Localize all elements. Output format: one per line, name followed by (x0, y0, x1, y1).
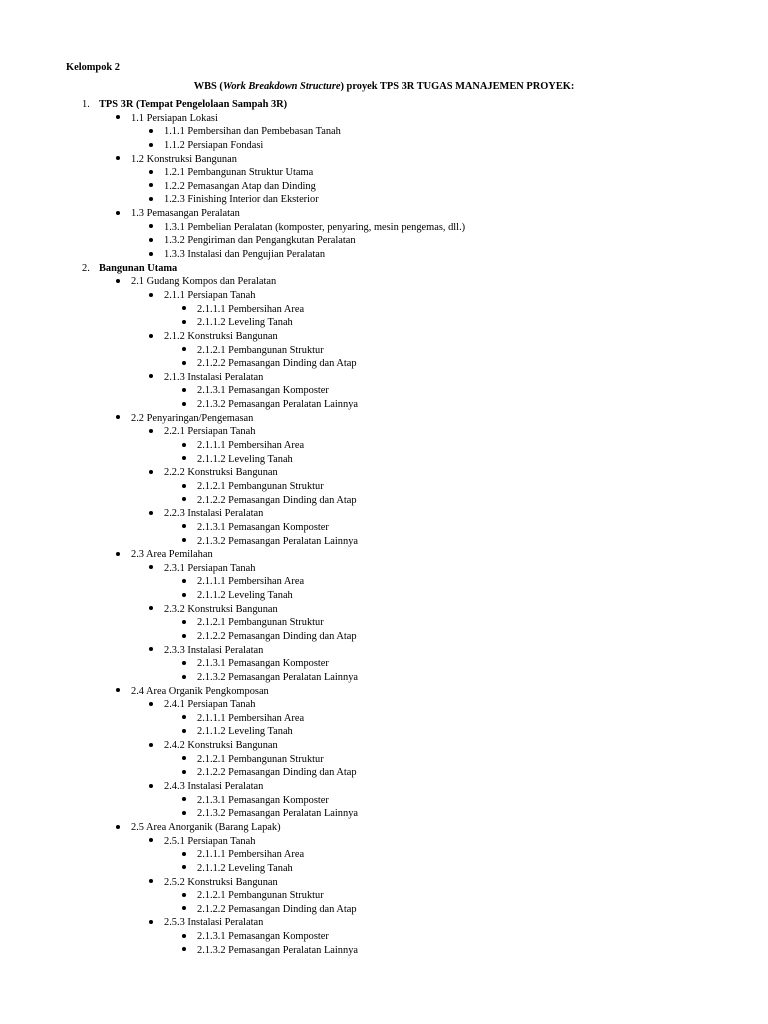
wbs-item-level-3 (0, 494, 768, 508)
wbs-item-level-2 (0, 780, 768, 794)
item-label: 2.1.1.2 Leveling Tanah (197, 590, 293, 602)
bullet-dot-icon (182, 906, 186, 910)
item-label: 1.2 Konstruksi Bangunan (131, 153, 237, 165)
item-label: 2.1.3.1 Pemasangan Komposter (197, 794, 329, 806)
bullet-icon (182, 630, 186, 644)
bullet-icon (182, 303, 186, 317)
bullet-icon (182, 616, 186, 630)
wbs-item-level-2 (0, 125, 768, 139)
wbs-item-level-2 (0, 330, 768, 344)
bullet-dot-icon (116, 688, 120, 692)
bullet-dot-icon (182, 811, 186, 815)
bullet-dot-icon (182, 852, 186, 856)
bullet-icon (149, 125, 153, 139)
bullet-icon (182, 535, 186, 549)
wbs-item-level-2 (0, 739, 768, 753)
bullet-dot-icon (182, 634, 186, 638)
bullet-dot-icon (149, 647, 153, 651)
item-label: TPS 3R (Tempat Pengelolaan Sampah 3R) (99, 99, 288, 110)
wbs-item-level-3 (0, 398, 768, 412)
item-label: 1.2.1 Pembangunan Struktur Utama (164, 167, 314, 179)
wbs-item-level-3 (0, 766, 768, 780)
bullet-dot-icon (149, 334, 153, 338)
item-label: 2.4.1 Persiapan Tanah (164, 699, 256, 711)
bullet-icon (182, 575, 186, 589)
item-label: 2.1.3.1 Pemasangan Komposter (197, 385, 329, 397)
item-label: 2.1.3.2 Pemasangan Peralatan Lainnya (197, 808, 359, 820)
wbs-item-level-2 (0, 425, 768, 439)
bullet-dot-icon (182, 538, 186, 542)
bullet-icon (182, 848, 186, 862)
bullet-icon (149, 139, 153, 153)
bullet-dot-icon (182, 361, 186, 365)
wbs-item-level-3 (0, 753, 768, 767)
item-label: 2.1.3.1 Pemasangan Komposter (197, 931, 329, 943)
section-heading (0, 98, 768, 112)
wbs-item-level-3 (0, 671, 768, 685)
wbs-item-level-2 (0, 603, 768, 617)
bullet-icon (182, 712, 186, 726)
bullet-dot-icon (182, 320, 186, 324)
bullet-dot-icon (182, 402, 186, 406)
item-label: 2.3 Area Pemilahan (131, 549, 213, 561)
item-label: 2.5.1 Persiapan Tanah (164, 835, 256, 847)
bullet-dot-icon (149, 238, 153, 242)
item-label: 2.1.2.2 Pemasangan Dinding dan Atap (197, 358, 357, 370)
bullet-dot-icon (149, 252, 153, 256)
item-label: 2.2 Penyaringan/Pengemasan (131, 412, 254, 424)
bullet-icon (149, 234, 153, 248)
bullet-icon (182, 862, 186, 876)
item-label: 1.2.3 Finishing Interior dan Eksterior (164, 194, 319, 206)
bullet-icon (182, 439, 186, 453)
bullet-dot-icon (182, 661, 186, 665)
bullet-dot-icon (116, 552, 120, 556)
wbs-item-level-2 (0, 180, 768, 194)
bullet-dot-icon (149, 470, 153, 474)
item-label: 2.1.2 Konstruksi Bangunan (164, 330, 278, 342)
wbs-item-level-3 (0, 862, 768, 876)
wbs-item-level-1 (0, 685, 768, 699)
bullet-dot-icon (182, 306, 186, 310)
bullet-dot-icon (149, 702, 153, 706)
section-number: 2. (82, 262, 90, 274)
bullet-icon (182, 766, 186, 780)
item-label: 1.1.1 Pembersihan dan Pembebasan Tanah (164, 126, 341, 138)
bullet-dot-icon (182, 797, 186, 801)
bullet-icon (182, 398, 186, 412)
bullet-icon (182, 725, 186, 739)
wbs-item-level-2 (0, 466, 768, 480)
bullet-icon (116, 207, 120, 221)
wbs-item-level-3 (0, 316, 768, 330)
bullet-icon (182, 480, 186, 494)
bullet-icon (116, 153, 120, 167)
wbs-item-level-3 (0, 521, 768, 535)
bullet-dot-icon (149, 920, 153, 924)
bullet-icon (182, 316, 186, 330)
item-label: 2.1.2.2 Pemasangan Dinding dan Atap (197, 630, 357, 642)
bullet-icon (149, 916, 153, 930)
item-label: 2.2.2 Konstruksi Bangunan (164, 467, 278, 479)
bullet-dot-icon (149, 224, 153, 228)
bullet-icon (182, 889, 186, 903)
bullet-dot-icon (182, 729, 186, 733)
bullet-icon (182, 671, 186, 685)
item-label: 1.2.2 Pemasangan Atap dan Dinding (164, 180, 316, 192)
bullet-icon (182, 494, 186, 508)
bullet-icon (116, 821, 120, 835)
item-label: 2.1.1.2 Leveling Tanah (197, 862, 293, 874)
item-label: 2.5 Area Anorganik (Barang Lapak) (131, 821, 281, 833)
bullet-dot-icon (182, 579, 186, 583)
bullet-dot-icon (116, 115, 120, 119)
item-label: 2.1.3.2 Pemasangan Peralatan Lainnya (197, 535, 359, 547)
wbs-item-level-2 (0, 193, 768, 207)
wbs-item-level-2 (0, 139, 768, 153)
wbs-item-level-2 (0, 371, 768, 385)
wbs-item-level-3 (0, 848, 768, 862)
item-label: 2.1.2.1 Pembangunan Struktur (197, 890, 324, 902)
wbs-item-level-2 (0, 234, 768, 248)
wbs-item-level-3 (0, 575, 768, 589)
bullet-dot-icon (182, 443, 186, 447)
bullet-icon (149, 180, 153, 194)
group-label: Kelompok 2 (66, 62, 120, 73)
bullet-dot-icon (149, 784, 153, 788)
wbs-item-level-3 (0, 794, 768, 808)
bullet-icon (116, 275, 120, 289)
bullet-dot-icon (182, 947, 186, 951)
bullet-dot-icon (149, 511, 153, 515)
section-number: 1. (82, 99, 90, 110)
wbs-item-level-2 (0, 698, 768, 712)
wbs-item-level-2 (0, 507, 768, 521)
item-label: 2.1.1.2 Leveling Tanah (197, 726, 293, 738)
item-label: 2.1.2.2 Pemasangan Dinding dan Atap (197, 903, 357, 915)
bullet-icon (149, 466, 153, 480)
bullet-dot-icon (182, 675, 186, 679)
bullet-icon (149, 507, 153, 521)
bullet-dot-icon (182, 593, 186, 597)
bullet-icon (149, 371, 153, 385)
wbs-item-level-3 (0, 616, 768, 630)
item-label: 2.1.2.1 Pembangunan Struktur (197, 753, 324, 765)
wbs-item-level-2 (0, 289, 768, 303)
bullet-icon (149, 780, 153, 794)
wbs-item-level-3 (0, 384, 768, 398)
wbs-item-level-1 (0, 548, 768, 562)
bullet-dot-icon (182, 388, 186, 392)
bullet-icon (116, 412, 120, 426)
bullet-icon (149, 562, 153, 576)
wbs-item-level-3 (0, 944, 768, 958)
item-label: 2.3.3 Instalasi Peralatan (164, 644, 264, 656)
bullet-icon (149, 698, 153, 712)
wbs-item-level-2 (0, 166, 768, 180)
item-label: 2.1 Gudang Kompos dan Peralatan (131, 276, 277, 288)
bullet-icon (149, 248, 153, 262)
bullet-dot-icon (182, 934, 186, 938)
bullet-icon (182, 807, 186, 821)
bullet-icon (182, 903, 186, 917)
section-heading (0, 262, 768, 276)
bullet-icon (149, 876, 153, 890)
item-label: Bangunan Utama (99, 262, 178, 274)
wbs-item-level-2 (0, 644, 768, 658)
wbs-item-level-3 (0, 344, 768, 358)
bullet-icon (149, 425, 153, 439)
bullet-icon (149, 835, 153, 849)
bullet-dot-icon (149, 879, 153, 883)
bullet-dot-icon (182, 715, 186, 719)
item-label: 2.3.1 Persiapan Tanah (164, 562, 256, 574)
item-label: 2.1.3.1 Pemasangan Komposter (197, 521, 329, 533)
item-label: 1.3.3 Instalasi dan Pengujian Peralatan (164, 249, 326, 261)
bullet-dot-icon (149, 838, 153, 842)
item-label: 2.1.3.2 Pemasangan Peralatan Lainnya (197, 671, 359, 683)
bullet-icon (182, 344, 186, 358)
document-title (0, 81, 768, 92)
wbs-item-level-2 (0, 876, 768, 890)
item-label: 2.1.1.1 Pembersihan Area (197, 440, 305, 452)
item-label: 2.1.2.2 Pemasangan Dinding dan Atap (197, 767, 357, 779)
wbs-item-level-3 (0, 725, 768, 739)
wbs-item-level-1 (0, 153, 768, 167)
item-label: 2.1.1.2 Leveling Tanah (197, 453, 293, 465)
wbs-item-level-3 (0, 930, 768, 944)
item-label: 2.5.3 Instalasi Peralatan (164, 917, 264, 929)
item-label: 2.2.3 Instalasi Peralatan (164, 508, 264, 520)
item-label: 2.1.1 Persiapan Tanah (164, 289, 256, 301)
bullet-icon (182, 657, 186, 671)
bullet-dot-icon (116, 279, 120, 283)
wbs-item-level-3 (0, 535, 768, 549)
bullet-icon (116, 112, 120, 126)
bullet-icon (182, 453, 186, 467)
item-label: 2.1.3.2 Pemasangan Peralatan Lainnya (197, 399, 359, 411)
item-label: 2.1.2.1 Pembangunan Struktur (197, 344, 324, 356)
bullet-dot-icon (182, 770, 186, 774)
bullet-icon (182, 384, 186, 398)
bullet-icon (116, 548, 120, 562)
bullet-icon (149, 166, 153, 180)
bullet-icon (182, 521, 186, 535)
wbs-item-level-1 (0, 275, 768, 289)
item-label: 2.1.3.1 Pemasangan Komposter (197, 658, 329, 670)
item-label: 2.1.3 Instalasi Peralatan (164, 371, 264, 383)
bullet-dot-icon (182, 484, 186, 488)
bullet-dot-icon (182, 893, 186, 897)
bullet-icon (182, 357, 186, 371)
bullet-dot-icon (182, 865, 186, 869)
title-prefix: WBS ( (193, 81, 223, 92)
wbs-item-level-3 (0, 630, 768, 644)
item-label: 2.2.1 Persiapan Tanah (164, 426, 256, 438)
wbs-item-level-2 (0, 221, 768, 235)
wbs-item-level-3 (0, 807, 768, 821)
bullet-dot-icon (182, 620, 186, 624)
wbs-item-level-1 (0, 207, 768, 221)
title-italic: Work Breakdown Structure (222, 81, 341, 92)
bullet-dot-icon (182, 524, 186, 528)
bullet-dot-icon (182, 347, 186, 351)
item-label: 2.1.2.1 Pembangunan Struktur (197, 617, 324, 629)
bullet-dot-icon (116, 825, 120, 829)
item-label: 2.1.1.1 Pembersihan Area (197, 576, 305, 588)
bullet-icon (149, 330, 153, 344)
wbs-item-level-3 (0, 303, 768, 317)
bullet-dot-icon (116, 156, 120, 160)
bullet-dot-icon (116, 415, 120, 419)
wbs-item-level-2 (0, 916, 768, 930)
wbs-item-level-3 (0, 903, 768, 917)
wbs-item-level-1 (0, 821, 768, 835)
item-label: 2.4.2 Konstruksi Bangunan (164, 740, 278, 752)
bullet-dot-icon (149, 374, 153, 378)
item-label: 2.3.2 Konstruksi Bangunan (164, 603, 278, 615)
bullet-dot-icon (149, 197, 153, 201)
bullet-dot-icon (149, 606, 153, 610)
bullet-dot-icon (182, 456, 186, 460)
wbs-item-level-2 (0, 248, 768, 262)
item-label: 1.1 Persiapan Lokasi (131, 112, 218, 124)
item-label: 2.5.2 Konstruksi Bangunan (164, 876, 278, 888)
bullet-icon (149, 739, 153, 753)
wbs-item-level-1 (0, 412, 768, 426)
item-label: 1.3.2 Pengiriman dan Pengangkutan Peralatan (164, 235, 356, 247)
item-label: 2.1.1.1 Pembersihan Area (197, 303, 305, 315)
item-label: 2.1.1.1 Pembersihan Area (197, 712, 305, 724)
bullet-dot-icon (149, 743, 153, 747)
bullet-dot-icon (149, 429, 153, 433)
bullet-icon (182, 794, 186, 808)
wbs-item-level-3 (0, 589, 768, 603)
bullet-dot-icon (149, 183, 153, 187)
bullet-icon (182, 944, 186, 958)
bullet-icon (149, 221, 153, 235)
item-label: 1.3 Pemasangan Peralatan (131, 208, 240, 220)
bullet-dot-icon (149, 143, 153, 147)
item-label: 2.1.2.2 Pemasangan Dinding dan Atap (197, 494, 357, 506)
wbs-item-level-3 (0, 889, 768, 903)
wbs-item-level-3 (0, 453, 768, 467)
item-label: 1.1.2 Persiapan Fondasi (164, 139, 264, 151)
wbs-list (0, 98, 768, 957)
title-suffix: ) proyek TPS 3R TUGAS MANAJEMEN PROYEK: (340, 81, 575, 92)
bullet-icon (149, 193, 153, 207)
item-label: 2.1.3.2 Pemasangan Peralatan Lainnya (197, 944, 359, 956)
bullet-dot-icon (182, 756, 186, 760)
wbs-item-level-3 (0, 712, 768, 726)
item-label: 2.4.3 Instalasi Peralatan (164, 781, 264, 793)
bullet-icon (149, 289, 153, 303)
bullet-dot-icon (149, 129, 153, 133)
bullet-icon (182, 753, 186, 767)
bullet-dot-icon (149, 293, 153, 297)
bullet-dot-icon (182, 497, 186, 501)
wbs-item-level-3 (0, 357, 768, 371)
bullet-dot-icon (149, 170, 153, 174)
bullet-icon (182, 589, 186, 603)
wbs-item-level-1 (0, 112, 768, 126)
wbs-item-level-2 (0, 562, 768, 576)
item-label: 2.4 Area Organik Pengkomposan (131, 685, 269, 697)
wbs-item-level-3 (0, 439, 768, 453)
bullet-icon (149, 644, 153, 658)
bullet-icon (116, 685, 120, 699)
item-label: 2.1.1.1 Pembersihan Area (197, 849, 305, 861)
wbs-item-level-3 (0, 480, 768, 494)
bullet-icon (182, 930, 186, 944)
item-label: 2.1.2.1 Pembangunan Struktur (197, 480, 324, 492)
bullet-dot-icon (116, 211, 120, 215)
item-label: 2.1.1.2 Leveling Tanah (197, 317, 293, 329)
bullet-dot-icon (149, 565, 153, 569)
item-label: 1.3.1 Pembelian Peralatan (komposter, penyaring, mesin pengemas, dll.) (164, 221, 466, 233)
wbs-item-level-3 (0, 657, 768, 671)
bullet-icon (149, 603, 153, 617)
wbs-item-level-2 (0, 835, 768, 849)
